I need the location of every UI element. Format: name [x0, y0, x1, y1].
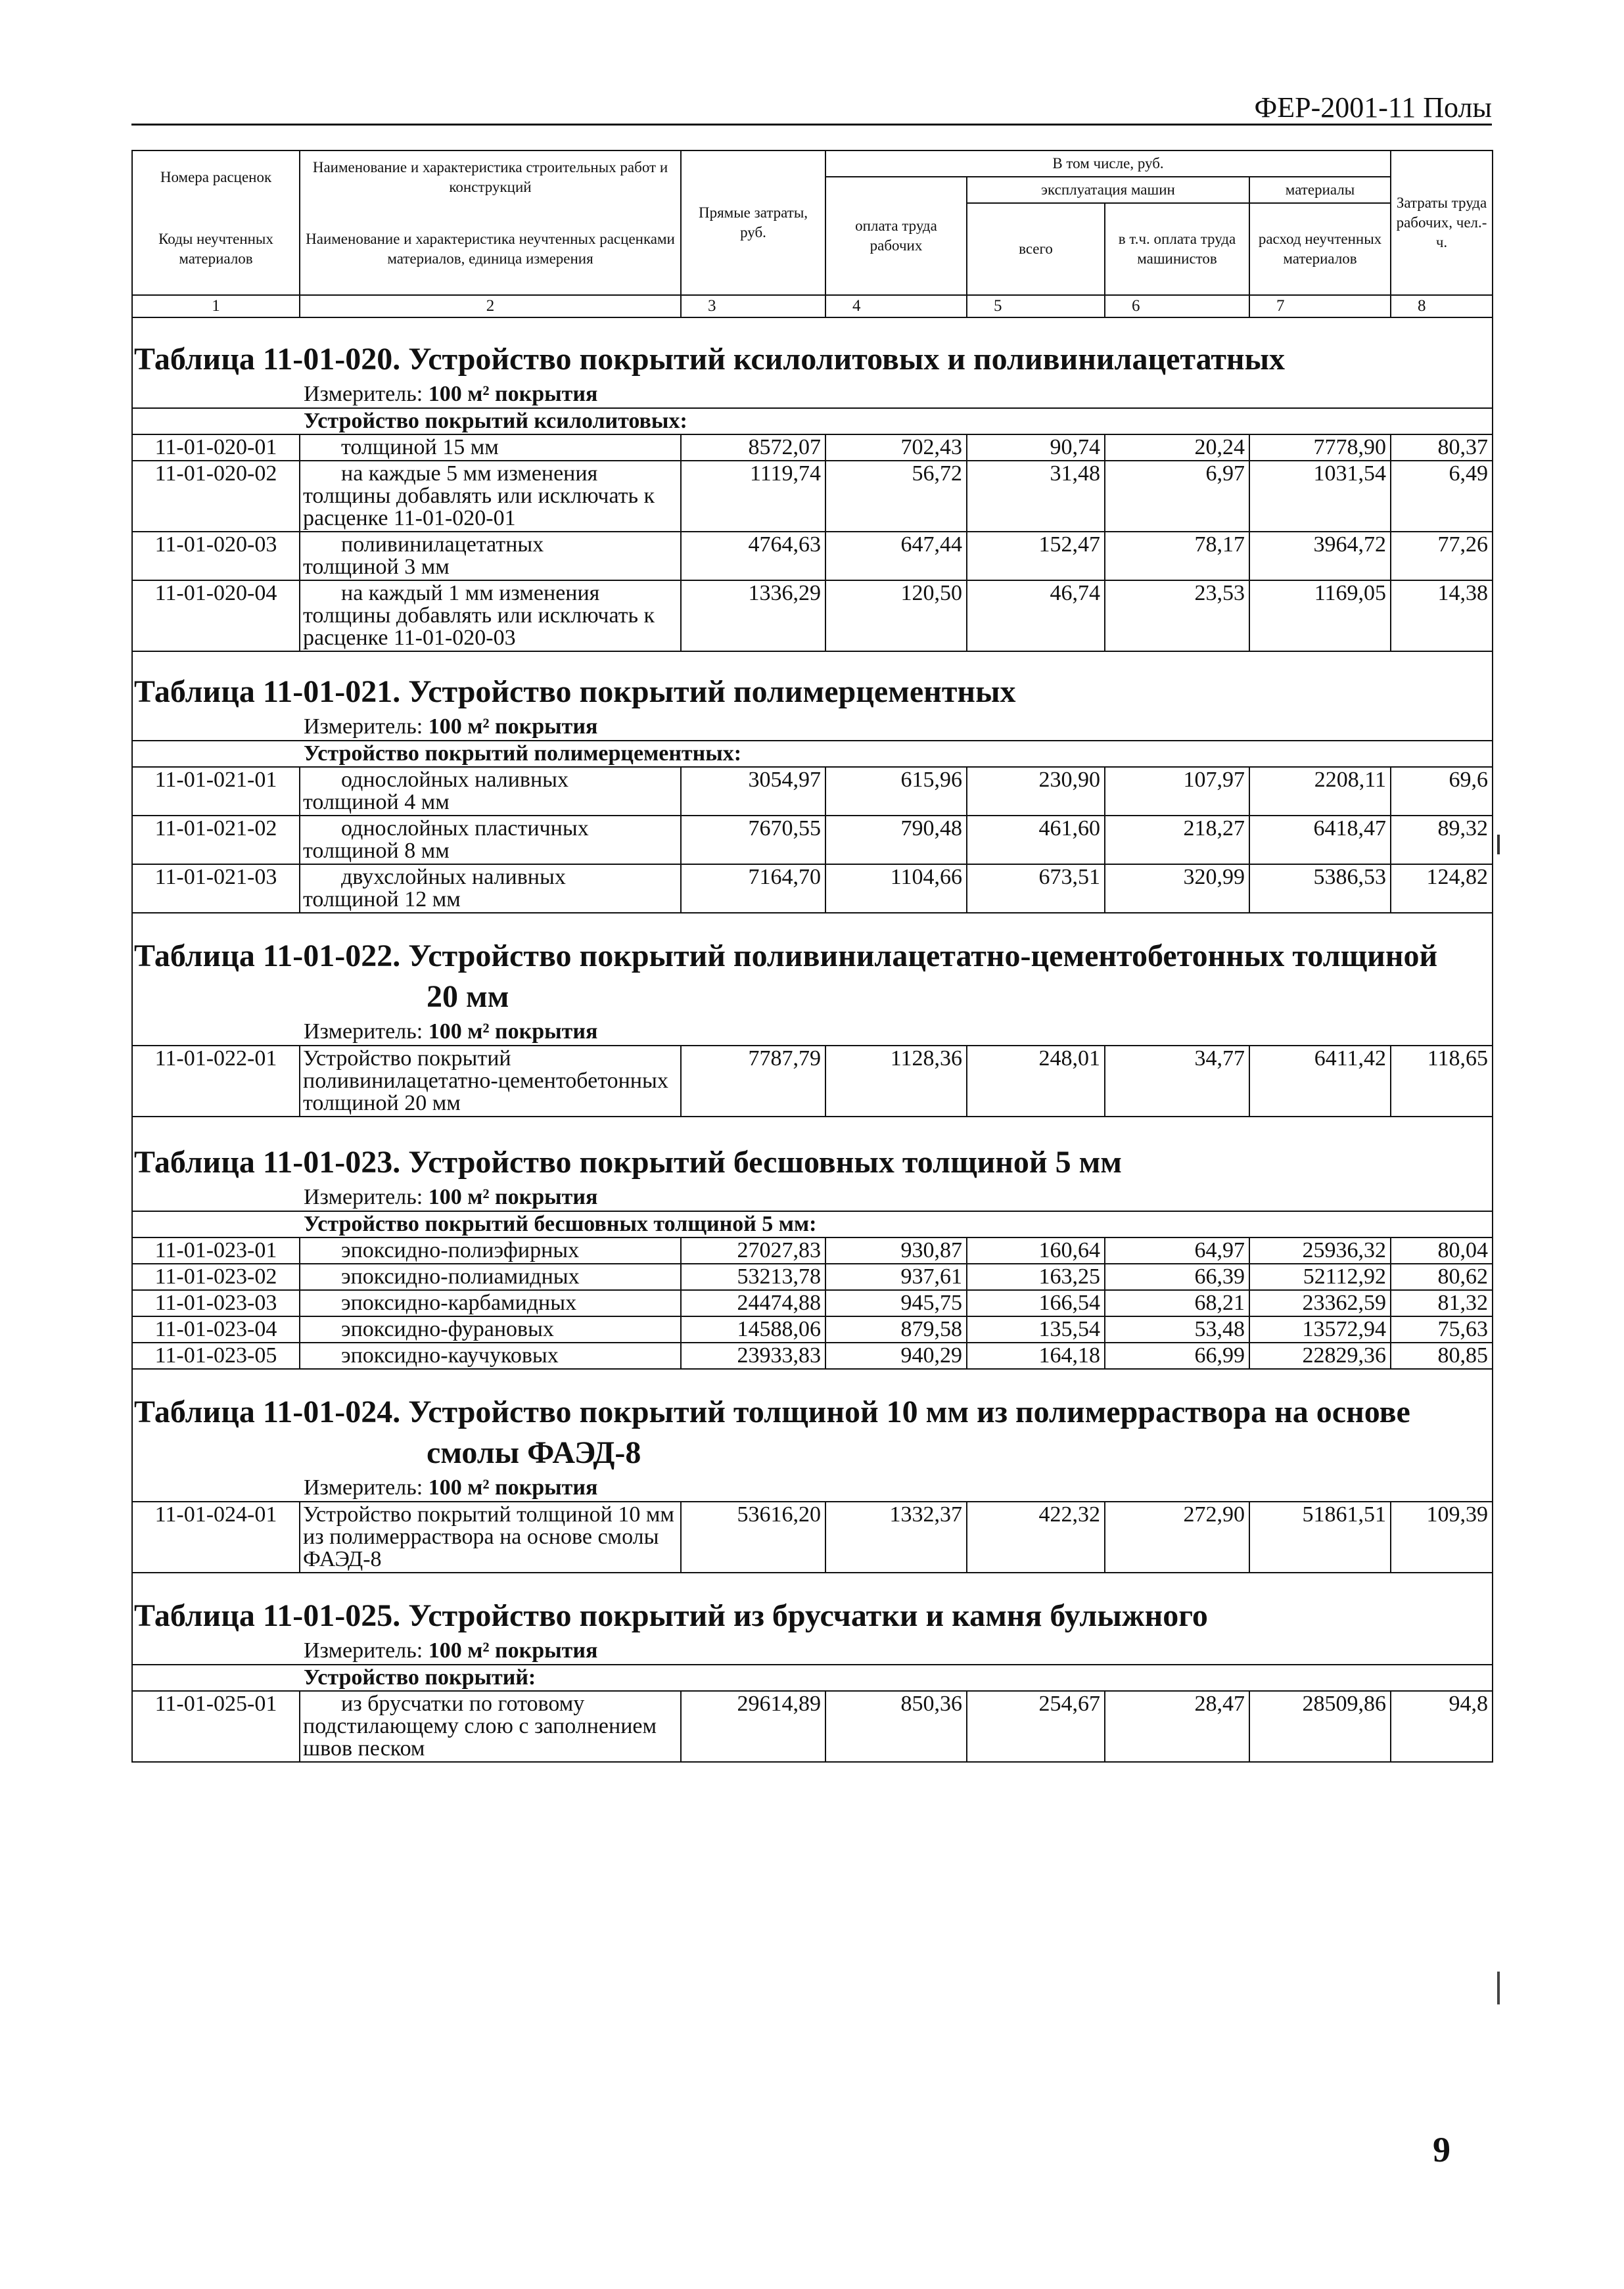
work-name-rest: толщиной 12 мм — [303, 887, 461, 912]
work-name-rest: толщиной 4 мм — [303, 790, 450, 814]
table-title: Таблица 11-01-025. Устройство покрытий из брусчатки и камня булыжного — [134, 1598, 1208, 1633]
unit-row — [132, 1184, 1493, 1211]
direct-costs-cell: 7670,55 — [681, 816, 825, 864]
unit-row — [132, 714, 1493, 741]
machinists-pay-cell: 34,77 — [1105, 1046, 1249, 1117]
machines-total-cell: 461,60 — [967, 816, 1105, 864]
table-row — [132, 1046, 1493, 1117]
work-name-first-line: эпоксидно-полиамидных — [341, 1264, 580, 1289]
col-header-unaccounted-names: Наименование и характеристика неучтенных расценками материалов, единица измерения — [300, 203, 681, 295]
unit-label: Измеритель: — [304, 1638, 429, 1663]
labor-pay-cell: 120,50 — [825, 580, 967, 651]
col-header-machinists-pay: в т.ч. оплата труда машинистов — [1105, 203, 1249, 295]
materials-cell: 23362,59 — [1249, 1290, 1391, 1316]
rate-code: 11-01-023-01 — [132, 1237, 300, 1264]
work-name — [300, 532, 681, 580]
subheading-row — [132, 1211, 1493, 1237]
work-name — [300, 1290, 681, 1316]
machinists-pay-cell: 320,99 — [1105, 864, 1249, 913]
materials-cell: 52112,92 — [1249, 1264, 1391, 1290]
work-name-first-line: на каждый 1 мм изменения — [341, 581, 600, 605]
work-name — [300, 580, 681, 651]
rate-code: 11-01-023-04 — [132, 1316, 300, 1343]
work-name-first-line: эпоксидно-полиэфирных — [341, 1238, 580, 1262]
table-row — [132, 864, 1493, 913]
table-row — [132, 816, 1493, 864]
work-name-first-line: эпоксидно-каучуковых — [341, 1343, 559, 1368]
machinists-pay-cell: 68,21 — [1105, 1290, 1249, 1316]
labor-hours-cell: 6,49 — [1391, 461, 1493, 532]
unit-row — [132, 381, 1493, 408]
work-name — [300, 1343, 681, 1369]
direct-costs-cell: 4764,63 — [681, 532, 825, 580]
table-body — [132, 317, 1493, 1762]
subheading-row — [132, 1665, 1493, 1691]
work-name-first-line: эпоксидно-фурановых — [341, 1317, 554, 1341]
column-header — [132, 150, 1493, 317]
materials-cell: 3964,72 — [1249, 532, 1391, 580]
col-header-materials: материалы — [1249, 177, 1391, 203]
machinists-pay-cell: 53,48 — [1105, 1316, 1249, 1343]
table-title-row — [132, 1142, 1493, 1184]
subheading: Устройство покрытий полимерцементных: — [132, 741, 1493, 767]
direct-costs-cell: 14588,06 — [681, 1316, 825, 1343]
col-number: 7 — [1249, 295, 1391, 317]
unit-label: Измеритель: — [304, 1019, 429, 1044]
machinists-pay-cell: 6,97 — [1105, 461, 1249, 532]
work-name-first-line: толщиной 15 мм — [341, 435, 499, 459]
machinists-pay-cell: 218,27 — [1105, 816, 1249, 864]
materials-cell: 51861,51 — [1249, 1502, 1391, 1573]
section-spacer — [132, 651, 1493, 672]
table-row — [132, 580, 1493, 651]
materials-cell: 5386,53 — [1249, 864, 1391, 913]
scan-mark — [1497, 835, 1500, 854]
machines-total-cell: 422,32 — [967, 1502, 1105, 1573]
labor-pay-cell: 940,29 — [825, 1343, 967, 1369]
materials-cell: 25936,32 — [1249, 1237, 1391, 1264]
col-number: 3 — [681, 295, 825, 317]
labor-hours-cell: 124,82 — [1391, 864, 1493, 913]
labor-hours-cell: 80,37 — [1391, 434, 1493, 461]
labor-hours-cell: 80,85 — [1391, 1343, 1493, 1369]
table-row — [132, 1343, 1493, 1369]
machines-total-cell: 160,64 — [967, 1237, 1105, 1264]
labor-pay-cell: 1332,37 — [825, 1502, 967, 1573]
table-title-continued: смолы ФАЭД-8 — [427, 1435, 641, 1470]
rate-code: 11-01-023-03 — [132, 1290, 300, 1316]
table-title: Таблица 11-01-021. Устройство покрытий полимерцементных — [134, 674, 1016, 709]
unit-value: 100 м² покрытия — [428, 382, 598, 406]
table-title: Таблица 11-01-022. Устройство покрытий поливинилацетатно-цементобетонных толщиной — [134, 938, 1438, 973]
col-header-rate-numbers: Номера расценок — [132, 150, 300, 203]
direct-costs-cell: 53616,20 — [681, 1502, 825, 1573]
rate-code: 11-01-020-04 — [132, 580, 300, 651]
col-header-machines: эксплуатация машин — [967, 177, 1249, 203]
table-row — [132, 1237, 1493, 1264]
labor-hours-cell: 69,6 — [1391, 767, 1493, 816]
col-number: 5 — [967, 295, 1105, 317]
rate-code: 11-01-022-01 — [132, 1046, 300, 1117]
col-number: 1 — [132, 295, 300, 317]
column-numbers-row — [132, 295, 1493, 317]
work-name — [300, 816, 681, 864]
materials-cell: 7778,90 — [1249, 434, 1391, 461]
rate-code: 11-01-023-02 — [132, 1264, 300, 1290]
machines-total-cell: 46,74 — [967, 580, 1105, 651]
materials-cell: 28509,86 — [1249, 1691, 1391, 1762]
col-header-labor-pay: оплата труда рабочих — [825, 177, 967, 295]
machinists-pay-cell: 64,97 — [1105, 1237, 1249, 1264]
col-header-labor-hours: Затраты труда рабочих, чел.-ч. — [1391, 150, 1493, 295]
labor-hours-cell: 81,32 — [1391, 1290, 1493, 1316]
direct-costs-cell: 23933,83 — [681, 1343, 825, 1369]
labor-hours-cell: 89,32 — [1391, 816, 1493, 864]
unit-value: 100 м² покрытия — [428, 714, 598, 739]
direct-costs-cell: 7787,79 — [681, 1046, 825, 1117]
machines-total-cell: 163,25 — [967, 1264, 1105, 1290]
labor-hours-cell: 75,63 — [1391, 1316, 1493, 1343]
machinists-pay-cell: 23,53 — [1105, 580, 1249, 651]
work-name — [300, 1046, 681, 1117]
work-name-first-line: на каждые 5 мм изменения — [341, 461, 598, 486]
machines-total-cell: 90,74 — [967, 434, 1105, 461]
table-row — [132, 434, 1493, 461]
machines-total-cell: 164,18 — [967, 1343, 1105, 1369]
rate-code: 11-01-020-01 — [132, 434, 300, 461]
doc-title: ФЕР-2001-11 Полы — [1254, 91, 1492, 124]
labor-pay-cell: 879,58 — [825, 1316, 967, 1343]
section-spacer — [132, 913, 1493, 936]
machinists-pay-cell: 107,97 — [1105, 767, 1249, 816]
direct-costs-cell: 8572,07 — [681, 434, 825, 461]
labor-pay-cell: 1128,36 — [825, 1046, 967, 1117]
labor-hours-cell: 80,62 — [1391, 1264, 1493, 1290]
table-row — [132, 1691, 1493, 1762]
labor-pay-cell: 937,61 — [825, 1264, 967, 1290]
section-spacer — [132, 1573, 1493, 1596]
rate-code: 11-01-024-01 — [132, 1502, 300, 1573]
machines-total-cell: 31,48 — [967, 461, 1105, 532]
labor-pay-cell: 1104,66 — [825, 864, 967, 913]
unit-label: Измеритель: — [304, 1475, 429, 1500]
unit-label: Измеритель: — [304, 714, 429, 739]
unit-value: 100 м² покрытия — [428, 1638, 598, 1663]
machines-total-cell: 152,47 — [967, 532, 1105, 580]
col-number: 2 — [300, 295, 681, 317]
work-name — [300, 461, 681, 532]
table-row — [132, 1316, 1493, 1343]
table-title-continued: 20 мм — [427, 979, 509, 1014]
scan-mark — [1497, 1972, 1500, 2004]
document-body — [131, 150, 1492, 1763]
col-header-direct-costs: Прямые затраты, руб. — [681, 150, 825, 295]
subheading: Устройство покрытий ксилолитовых: — [132, 408, 1493, 434]
table-title-row — [132, 672, 1493, 714]
col-number: 6 — [1105, 295, 1249, 317]
rate-code: 11-01-020-02 — [132, 461, 300, 532]
machinists-pay-cell: 66,99 — [1105, 1343, 1249, 1369]
machines-total-cell: 166,54 — [967, 1290, 1105, 1316]
col-header-materials-usage: расход неучтенных материалов — [1249, 203, 1391, 295]
rate-code: 11-01-021-02 — [132, 816, 300, 864]
unit-row — [132, 1019, 1493, 1046]
work-name-rest: Устройство покрытий поливинилацетатно-цементобетонных толщиной 20 мм — [303, 1046, 668, 1115]
labor-pay-cell: 702,43 — [825, 434, 967, 461]
materials-cell: 22829,36 — [1249, 1343, 1391, 1369]
table-title: Таблица 11-01-020. Устройство покрытий ксилолитовых и поливинилацетатных — [134, 342, 1286, 377]
labor-pay-cell: 850,36 — [825, 1691, 967, 1762]
col-header-unaccounted-codes: Коды неучтенных материалов — [132, 203, 300, 295]
work-name-rest: толщиной 8 мм — [303, 839, 450, 863]
labor-pay-cell: 790,48 — [825, 816, 967, 864]
work-name — [300, 864, 681, 913]
labor-hours-cell: 118,65 — [1391, 1046, 1493, 1117]
machinists-pay-cell: 272,90 — [1105, 1502, 1249, 1573]
materials-cell: 6411,42 — [1249, 1046, 1391, 1117]
table-title-row — [132, 936, 1493, 1019]
table-row — [132, 1290, 1493, 1316]
direct-costs-cell: 29614,89 — [681, 1691, 825, 1762]
page-header — [131, 92, 1492, 126]
work-name-first-line: однослойных наливных — [341, 768, 568, 792]
work-name-first-line: двухслойных наливных — [341, 865, 566, 889]
direct-costs-cell: 53213,78 — [681, 1264, 825, 1290]
materials-cell: 2208,11 — [1249, 767, 1391, 816]
work-name — [300, 1316, 681, 1343]
rate-code: 11-01-021-03 — [132, 864, 300, 913]
table-row — [132, 1502, 1493, 1573]
col-number: 4 — [825, 295, 967, 317]
table-title: Таблица 11-01-024. Устройство покрытий толщиной 10 мм из полимерраствора на основе — [134, 1395, 1410, 1429]
table-row — [132, 532, 1493, 580]
machines-total-cell: 248,01 — [967, 1046, 1105, 1117]
machinists-pay-cell: 78,17 — [1105, 532, 1249, 580]
work-name-first-line: эпоксидно-карбамидных — [341, 1291, 577, 1315]
work-name-rest: толщины добавлять или исключать к расценке 11-01-020-03 — [303, 603, 655, 650]
machinists-pay-cell: 66,39 — [1105, 1264, 1249, 1290]
direct-costs-cell: 27027,83 — [681, 1237, 825, 1264]
work-name-first-line: однослойных пластичных — [341, 816, 589, 841]
table-row — [132, 767, 1493, 816]
labor-pay-cell: 647,44 — [825, 532, 967, 580]
labor-hours-cell: 77,26 — [1391, 532, 1493, 580]
work-name — [300, 767, 681, 816]
labor-hours-cell: 94,8 — [1391, 1691, 1493, 1762]
table-title-row — [132, 1392, 1493, 1475]
machines-total-cell: 254,67 — [967, 1691, 1105, 1762]
section-spacer — [132, 1117, 1493, 1142]
col-header-in-that-number: В том числе, руб. — [825, 150, 1391, 177]
table-title-row — [132, 339, 1493, 381]
subheading: Устройство покрытий бесшовных толщиной 5 мм: — [132, 1211, 1493, 1237]
direct-costs-cell: 1336,29 — [681, 580, 825, 651]
machines-total-cell: 673,51 — [967, 864, 1105, 913]
labor-pay-cell: 615,96 — [825, 767, 967, 816]
direct-costs-cell: 7164,70 — [681, 864, 825, 913]
col-header-machines-total: всего — [967, 203, 1105, 295]
machines-total-cell: 135,54 — [967, 1316, 1105, 1343]
work-name-rest: Устройство покрытий толщиной 10 мм из полимерраствора на основе смолы ФАЭД-8 — [303, 1502, 674, 1571]
section-spacer — [132, 317, 1493, 339]
machinists-pay-cell: 20,24 — [1105, 434, 1249, 461]
direct-costs-cell: 1119,74 — [681, 461, 825, 532]
work-name — [300, 1502, 681, 1573]
labor-hours-cell: 80,04 — [1391, 1237, 1493, 1264]
work-name-rest: толщиной 3 мм — [303, 555, 450, 579]
rate-code: 11-01-025-01 — [132, 1691, 300, 1762]
unit-row — [132, 1475, 1493, 1502]
work-name-first-line: из брусчатки по готовому — [341, 1692, 585, 1716]
work-name-first-line: поливинилацетатных — [341, 532, 544, 557]
table-row — [132, 1264, 1493, 1290]
col-number: 8 — [1391, 295, 1493, 317]
section-spacer — [132, 1369, 1493, 1392]
unit-value: 100 м² покрытия — [428, 1019, 598, 1044]
work-name — [300, 1264, 681, 1290]
labor-hours-cell: 14,38 — [1391, 580, 1493, 651]
subheading-row — [132, 741, 1493, 767]
work-name-rest: толщины добавлять или исключать к расценке 11-01-020-01 — [303, 484, 655, 530]
labor-hours-cell: 109,39 — [1391, 1502, 1493, 1573]
labor-pay-cell: 930,87 — [825, 1237, 967, 1264]
price-table — [131, 150, 1493, 1763]
materials-cell: 1169,05 — [1249, 580, 1391, 651]
page-number: 9 — [1433, 2130, 1450, 2169]
unit-value: 100 м² покрытия — [428, 1185, 598, 1209]
table-row — [132, 461, 1493, 532]
subheading: Устройство покрытий: — [132, 1665, 1493, 1691]
table-title-row — [132, 1596, 1493, 1638]
materials-cell: 13572,94 — [1249, 1316, 1391, 1343]
unit-row — [132, 1638, 1493, 1665]
work-name — [300, 1691, 681, 1762]
rate-code: 11-01-023-05 — [132, 1343, 300, 1369]
materials-cell: 1031,54 — [1249, 461, 1391, 532]
labor-pay-cell: 56,72 — [825, 461, 967, 532]
unit-value: 100 м² покрытия — [428, 1475, 598, 1500]
materials-cell: 6418,47 — [1249, 816, 1391, 864]
table-title: Таблица 11-01-023. Устройство покрытий бесшовных толщиной 5 мм — [134, 1145, 1122, 1180]
direct-costs-cell: 3054,97 — [681, 767, 825, 816]
col-header-work-name: Наименование и характеристика строительных работ и конструкций — [300, 150, 681, 203]
machinists-pay-cell: 28,47 — [1105, 1691, 1249, 1762]
labor-pay-cell: 945,75 — [825, 1290, 967, 1316]
work-name — [300, 1237, 681, 1264]
subheading-row — [132, 408, 1493, 434]
work-name-rest: подстилающему слою с заполнением швов песком — [303, 1714, 657, 1761]
unit-label: Измеритель: — [304, 382, 429, 406]
rate-code: 11-01-020-03 — [132, 532, 300, 580]
rate-code: 11-01-021-01 — [132, 767, 300, 816]
unit-label: Измеритель: — [304, 1185, 429, 1209]
work-name — [300, 434, 681, 461]
machines-total-cell: 230,90 — [967, 767, 1105, 816]
direct-costs-cell: 24474,88 — [681, 1290, 825, 1316]
